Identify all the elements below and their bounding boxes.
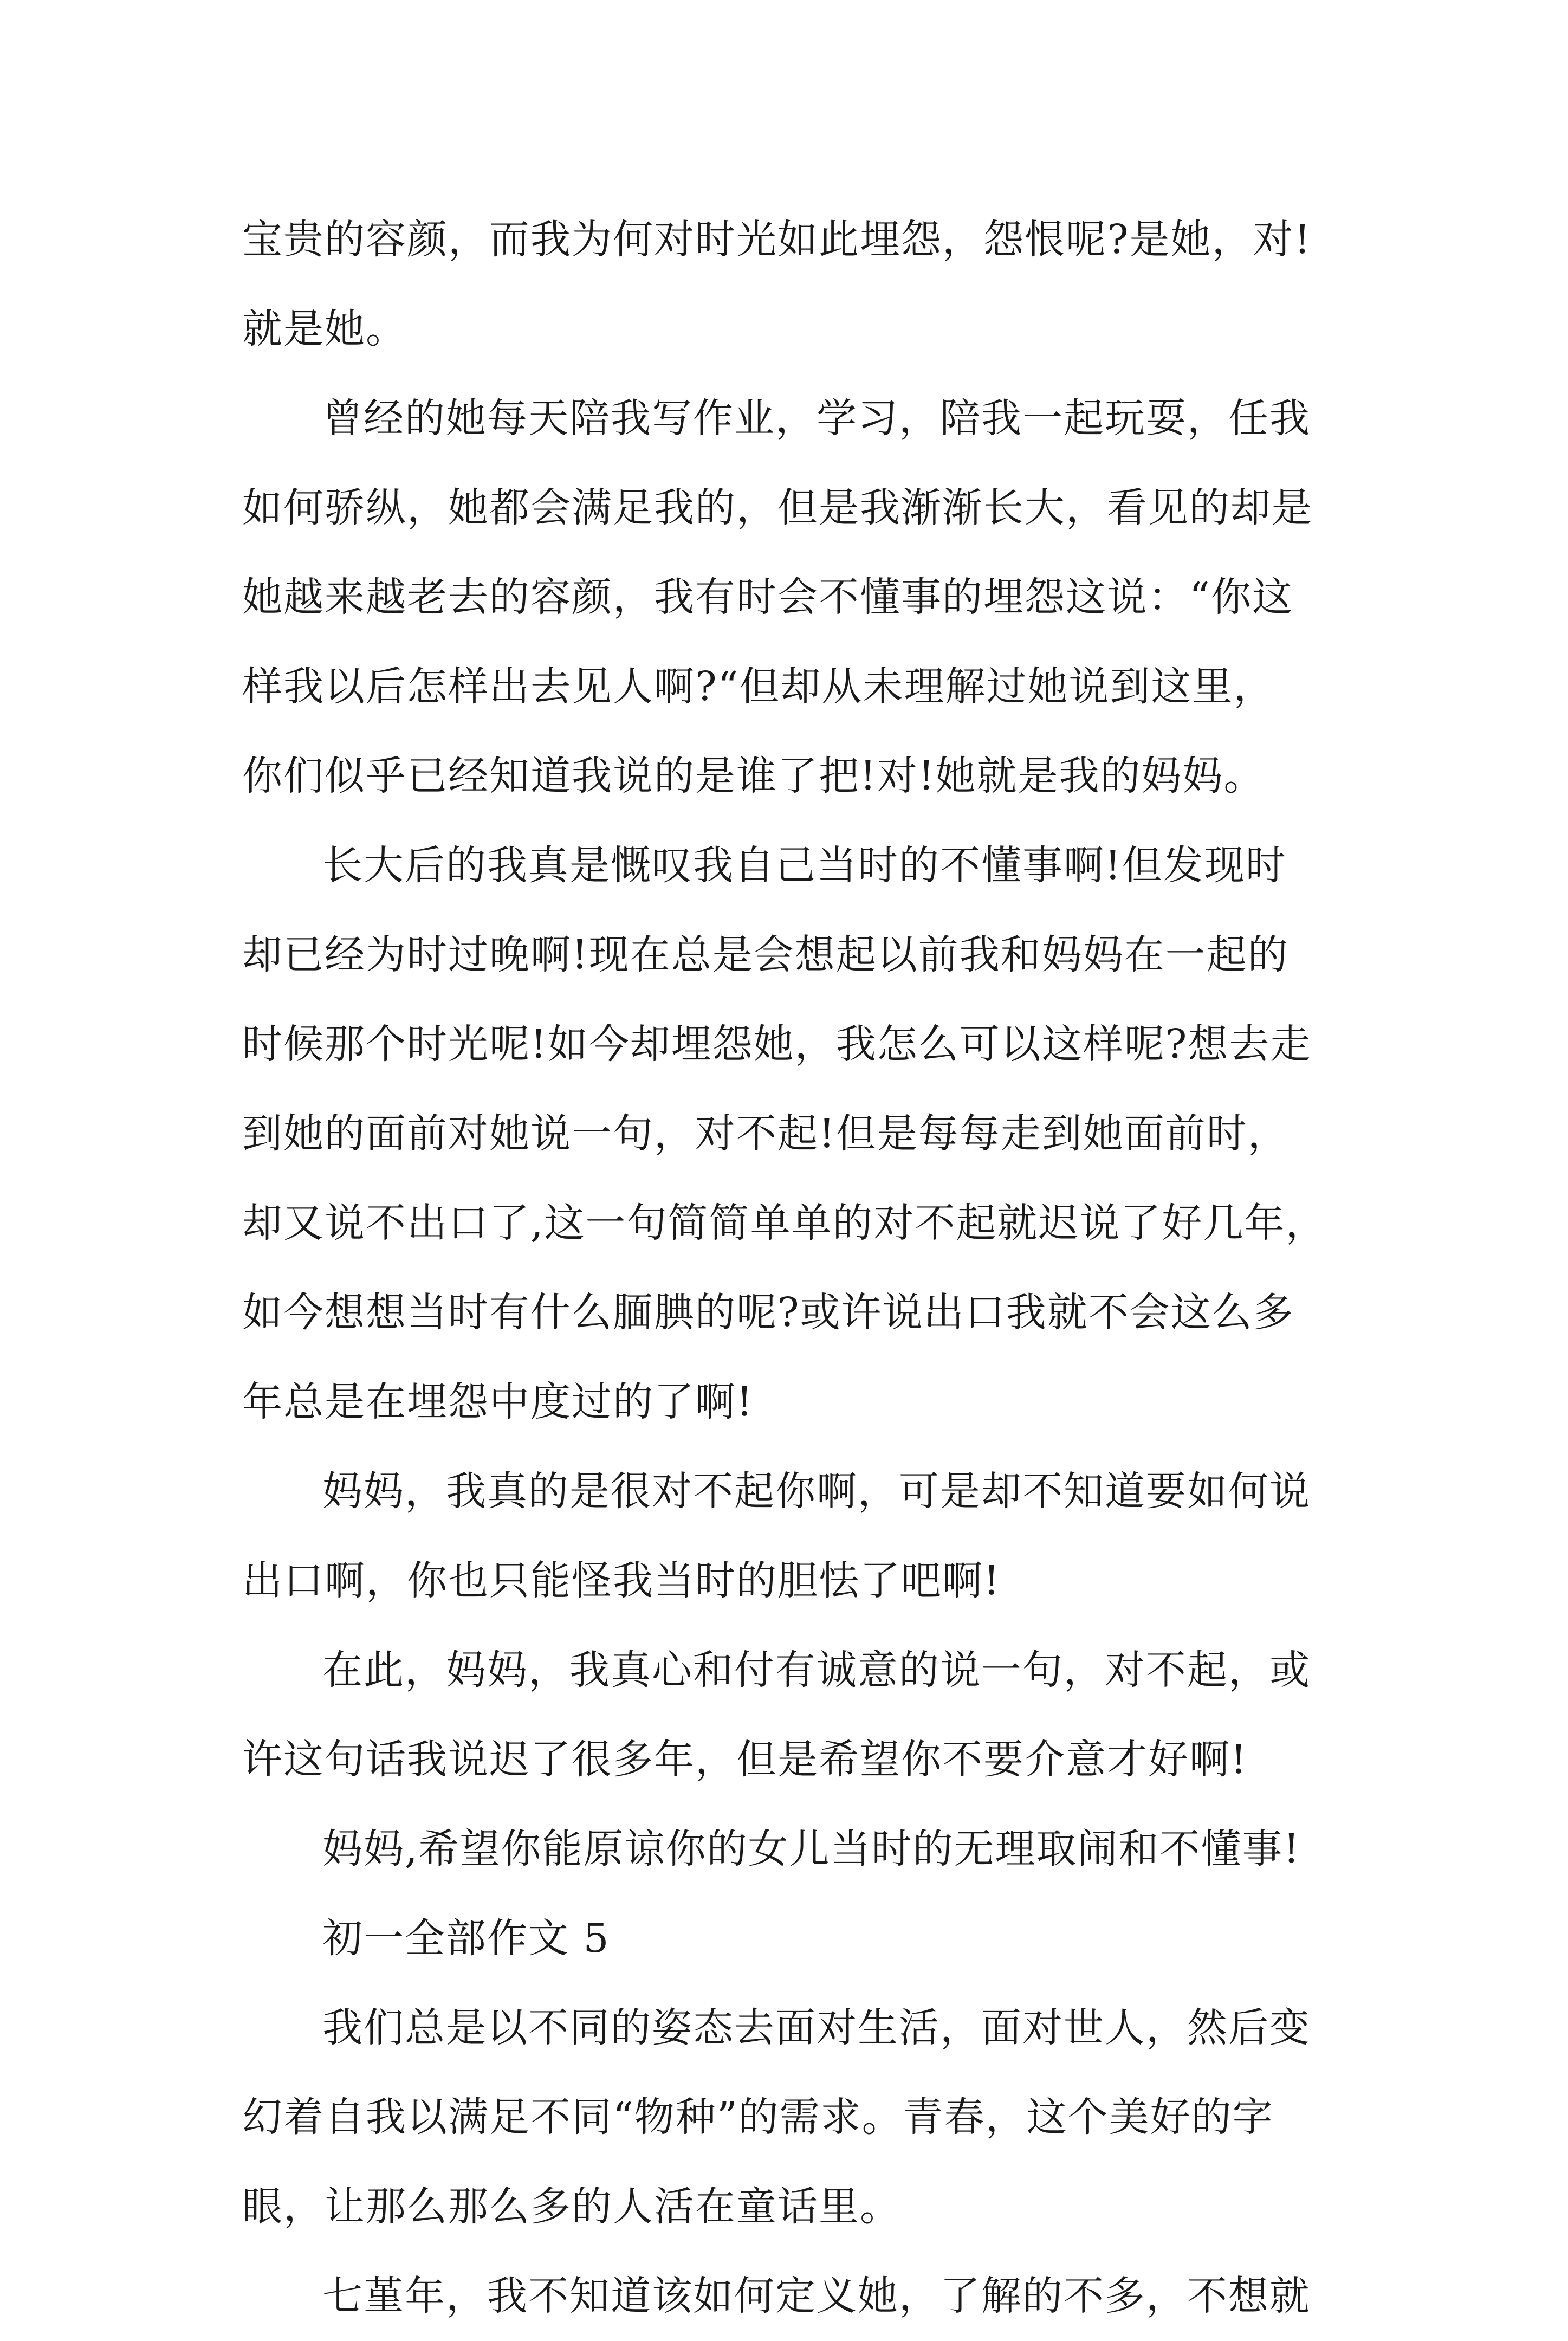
text-line: 就是她。 — [242, 306, 407, 352]
text-line: 眼，让那么那么多的人活在童话里。 — [242, 2183, 901, 2230]
text-line: 你们似乎已经知道我说的是谁了把!对!她就是我的妈妈。 — [242, 753, 1265, 799]
text-line: 却已经为时过晚啊!现在总是会想起以前我和妈妈在一起的 — [242, 932, 1289, 978]
text-line: 如今想想当时有什么腼腆的呢?或许说出口我就不会这么多 — [242, 1289, 1294, 1336]
text-line: 样我以后怎样出去见人啊?“但却从未理解过她说到这里， — [242, 663, 1275, 710]
text-line: 曾经的她每天陪我写作业，学习，陪我一起玩耍，任我 — [322, 395, 1311, 442]
text-line: 妈妈,希望你能原谅你的女儿当时的无理取闹和不懂事! — [322, 1826, 1301, 1872]
text-line: 我们总是以不同的姿态去面对生活，面对世人，然后变 — [322, 2004, 1311, 2051]
text-line: 却又说不出口了,这一句简简单单的对不起就迟说了好几年， — [242, 1200, 1327, 1246]
text-line: 在此，妈妈，我真心和付有诚意的说一句，对不起，或 — [322, 1647, 1311, 1693]
document-body — [242, 195, 1347, 2341]
text-line: 时候那个时光呢!如今却埋怨她，我怎么可以这样呢?想去走 — [242, 1021, 1312, 1068]
text-line: 出口啊，你也只能怪我当时的胆怯了吧啊! — [242, 1557, 1001, 1604]
text-line: 她越来越老去的容颜，我有时会不懂事的埋怨这说：“你这 — [242, 574, 1293, 620]
text-line: 宝贵的容颜，而我为何对时光如此埋怨，怨恨呢?是她，对! — [242, 216, 1312, 263]
section-heading: 初一全部作文 5 — [322, 1915, 610, 1962]
text-line: 妈妈，我真的是很对不起你啊，可是却不知道要如何说 — [322, 1468, 1311, 1515]
text-line: 如何骄纵，她都会满足我的，但是我渐渐长大，看见的却是 — [242, 484, 1313, 531]
text-line: 幻着自我以满足不同“物种”的需求。青春，这个美好的字 — [242, 2094, 1274, 2140]
text-line: 年总是在埋怨中度过的了啊! — [242, 1379, 754, 1425]
text-line: 到她的面前对她说一句，对不起!但是每每走到她面前时， — [242, 1110, 1289, 1157]
text-line: 七堇年，我不知道该如何定义她，了解的不多，不想就 — [322, 2273, 1311, 2319]
text-line: 许这句话我说迟了很多年，但是希望你不要介意才好啊! — [242, 1736, 1248, 1783]
text-line: 长大后的我真是慨叹我自己当时的不懂事啊!但发现时 — [322, 842, 1287, 889]
